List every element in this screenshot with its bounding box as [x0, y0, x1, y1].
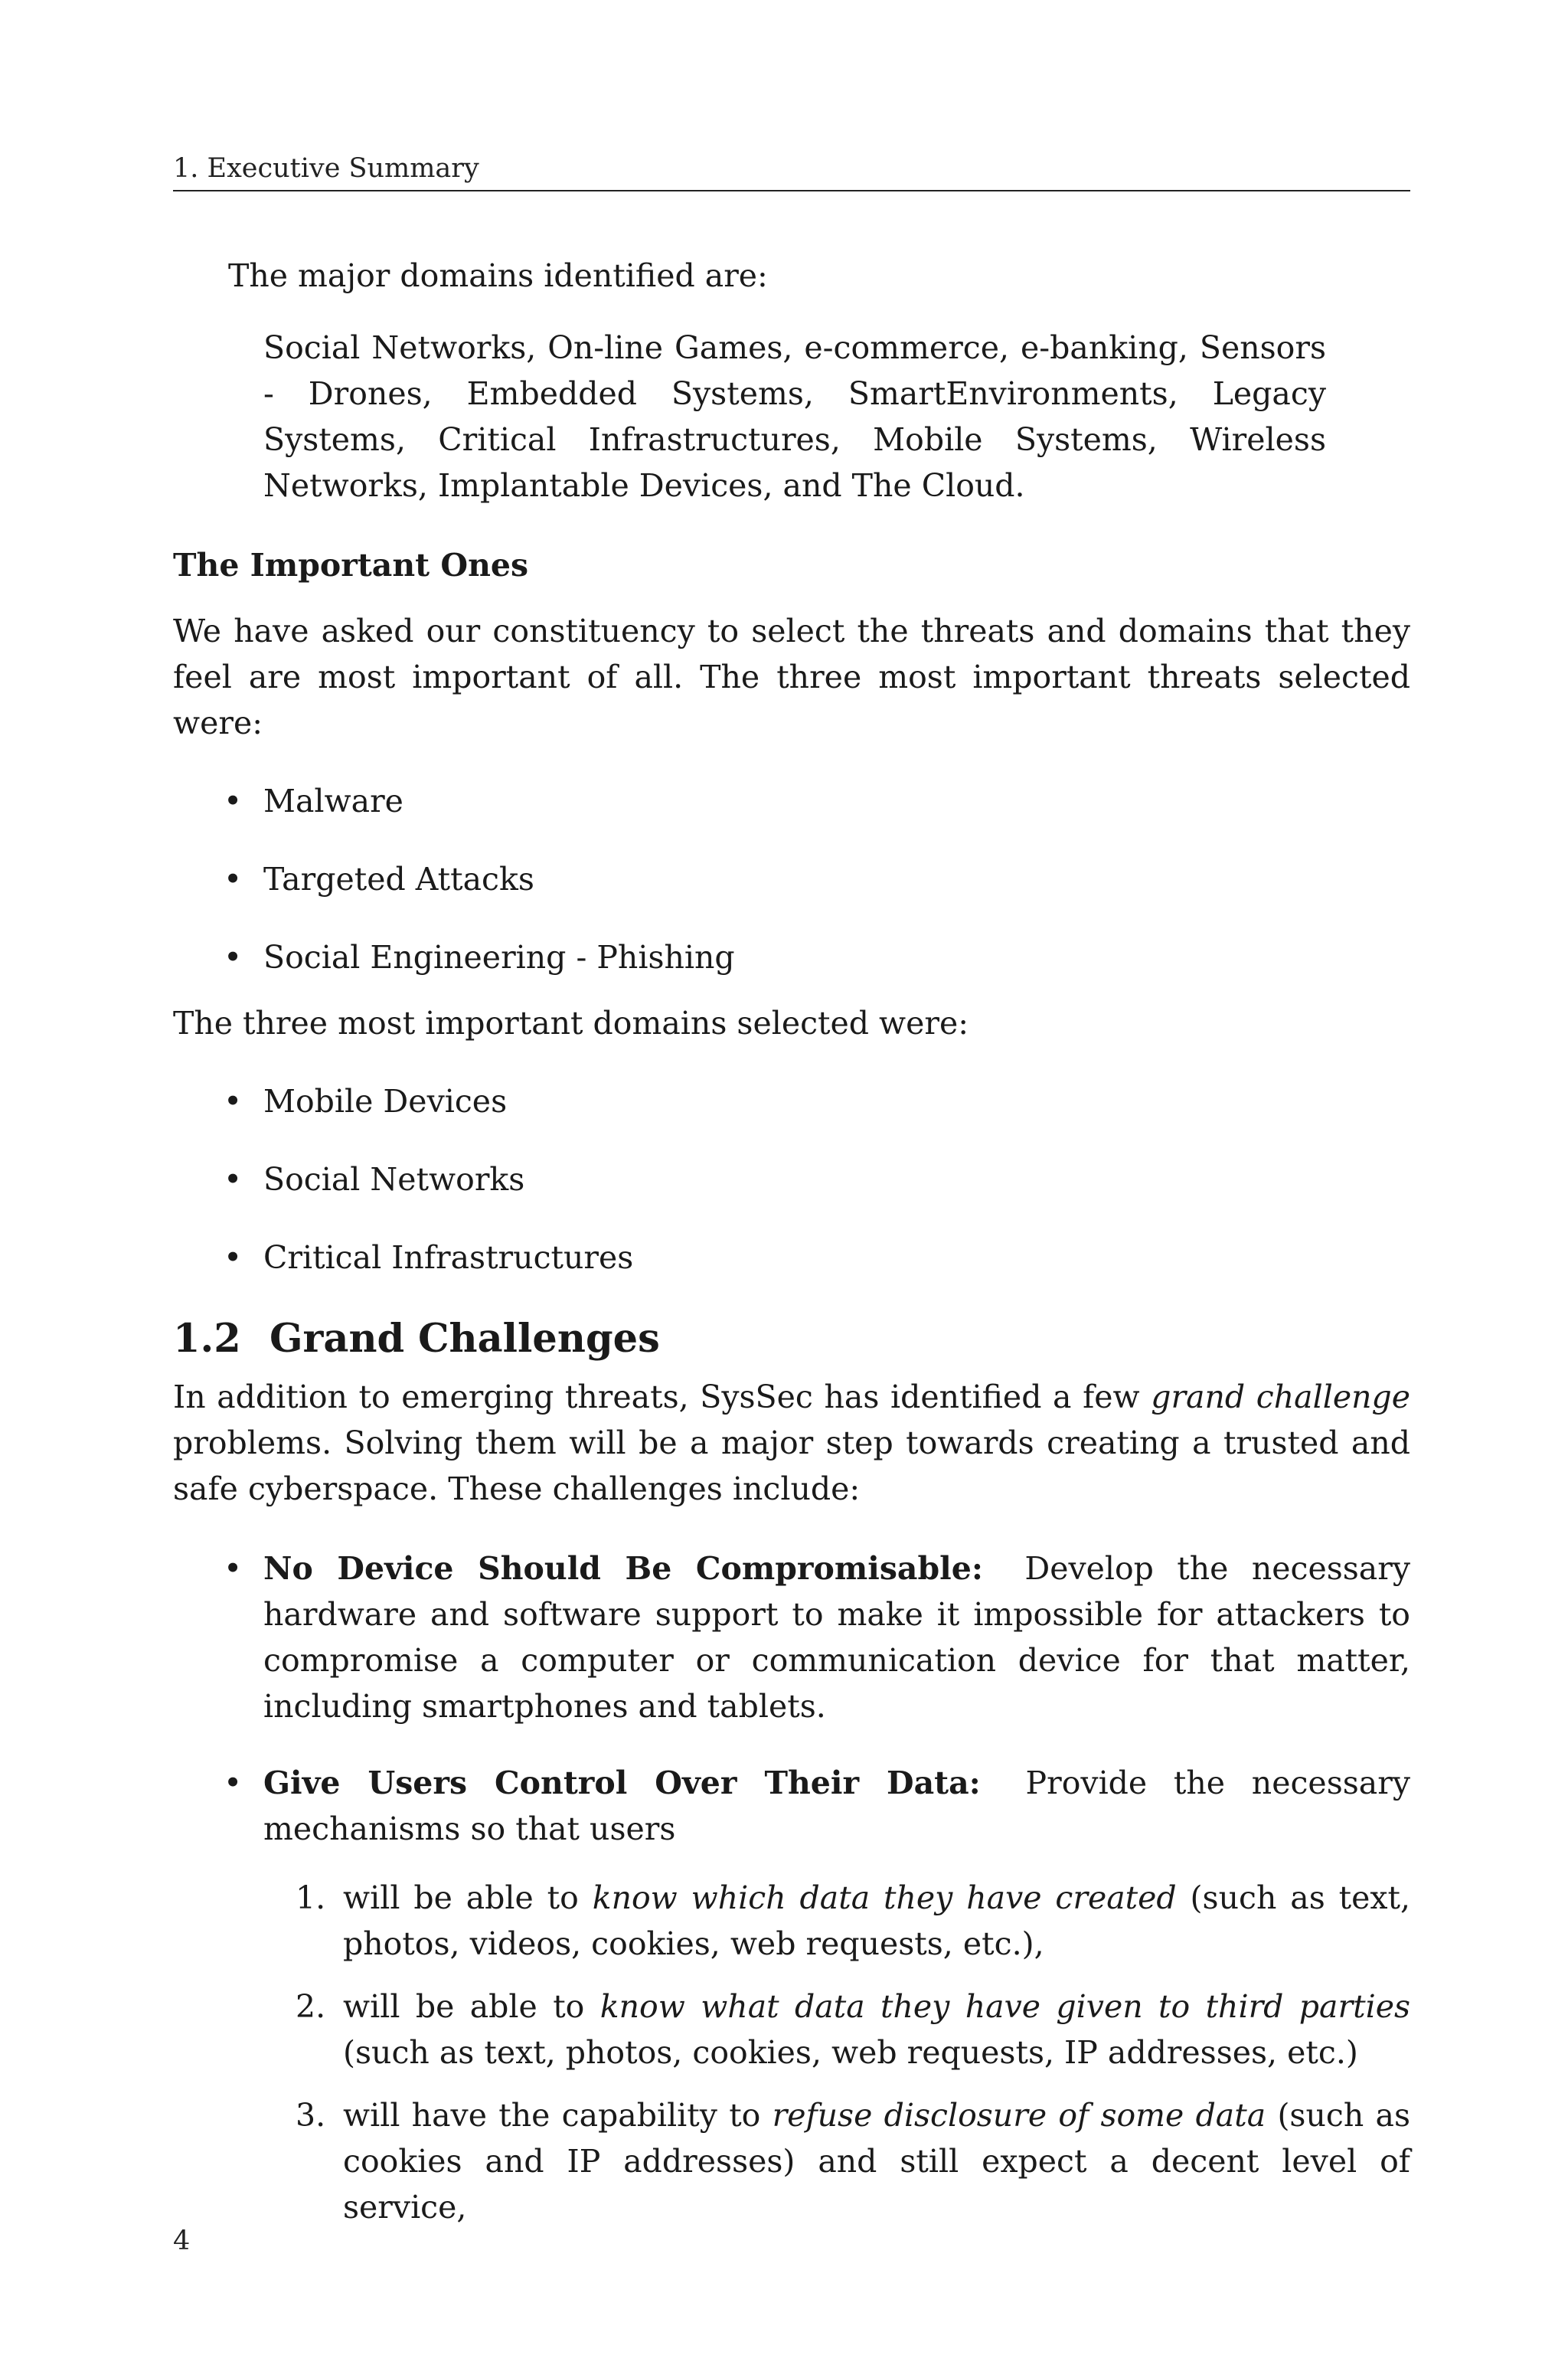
sublist-text-end: (such as text, photos, videos, cookies, web requests, etc.), — [343, 1879, 1410, 1962]
list-item — [173, 1546, 1410, 1729]
sublist-text: will be able to — [343, 1988, 600, 2025]
section-intro-text-end: problems. Solving them will be a major step towards creating a trusted and safe cyberspace. These challenges include: — [173, 1425, 1410, 1507]
sublist-number: 3. — [296, 2097, 326, 2134]
sublist-text-end: (such as text, photos, cookies, web requests, IP addresses, etc.) — [343, 2034, 1358, 2071]
list-item — [173, 778, 1410, 824]
challenge-title: No Device Should Be Compromisable: — [263, 1550, 983, 1587]
sublist-text: will be able to — [343, 1879, 593, 1916]
bullet-icon: • — [224, 861, 243, 898]
domain-label: Mobile Devices — [263, 1083, 508, 1120]
domain-label: Critical Infrastructures — [263, 1239, 634, 1276]
domains-intro: The major domains identified are: — [228, 257, 768, 294]
section-intro-text: In addition to emerging threats, SysSec has identified a few — [173, 1379, 1152, 1415]
sublist-item — [263, 1875, 1410, 1967]
challenge-text: Develop the necessary hardware and software support to make it impossible for attackers to compromise a computer or communication device for that matter, including smartphones and tablets. — [263, 1550, 1410, 1725]
list-item — [173, 1078, 1410, 1124]
running-head: 1. Executive Summary — [173, 153, 479, 184]
domains-quote: Social Networks, On-line Games, e-commerce, e-banking, Sensors - Drones, Embedded Systems, SmartEnvironments, Legacy Systems, Critical Infrastructures, Mobile Systems, Wireless Networks, Implantable Devices, and The Cloud. — [263, 329, 1326, 504]
sublist-emphasis: know what data they have given to third parties — [599, 1988, 1410, 2025]
user-control-sublist — [263, 1875, 1410, 2230]
sublist-item — [263, 1984, 1410, 2075]
sublist-number: 1. — [296, 1879, 326, 1916]
page-number: 4 — [173, 2226, 191, 2256]
sublist-number: 2. — [296, 1988, 326, 2025]
bullet-icon: • — [224, 1550, 243, 1587]
page-body — [173, 253, 1410, 2261]
list-item — [173, 856, 1410, 902]
threat-label: Malware — [263, 783, 403, 819]
challenges-list — [173, 1546, 1410, 2230]
challenge-title: Give Users Control Over Their Data: — [263, 1765, 981, 1801]
bullet-icon: • — [224, 939, 243, 976]
list-item — [173, 934, 1410, 980]
sublist-text-end: (such as cookies and IP addresses) and still expect a decent level of service, — [343, 2097, 1410, 2226]
domain-label: Social Networks — [263, 1161, 525, 1198]
section-title: Grand Challenges — [270, 1316, 660, 1362]
list-item — [173, 1235, 1410, 1281]
important-ones-intro: We have asked our constituency to select the threats and domains that they feel are most important of all. The three most important threats selected were: — [173, 613, 1410, 741]
section-intro-emphasis: grand challenge — [1151, 1379, 1410, 1415]
sublist-emphasis: know which data they have created — [592, 1879, 1177, 1916]
bullet-icon: • — [224, 1083, 243, 1120]
bullet-icon: • — [224, 1765, 243, 1801]
threat-label: Targeted Attacks — [263, 861, 534, 898]
section-number: 1.2 — [173, 1316, 241, 1362]
sublist-text: will have the capability to — [343, 2097, 773, 2134]
sublist-emphasis: refuse disclosure of some data — [772, 2097, 1266, 2134]
important-domains-intro: The three most important domains selected were: — [173, 1005, 969, 1042]
list-item — [173, 1760, 1410, 2230]
section-intro — [173, 1374, 1410, 1512]
domains-list — [173, 1078, 1410, 1281]
sublist-item — [263, 2092, 1410, 2230]
bullet-icon: • — [224, 1161, 243, 1198]
bullet-icon: • — [224, 1239, 243, 1276]
important-ones-heading: The Important Ones — [173, 547, 529, 584]
bullet-icon: • — [224, 783, 243, 819]
threat-label: Social Engineering - Phishing — [263, 939, 735, 976]
challenge-text: Provide the necessary mechanisms so that users — [263, 1765, 1410, 1847]
section-heading — [173, 1314, 1410, 1363]
threats-list — [173, 778, 1410, 980]
list-item — [173, 1156, 1410, 1202]
header-rule — [173, 190, 1410, 191]
